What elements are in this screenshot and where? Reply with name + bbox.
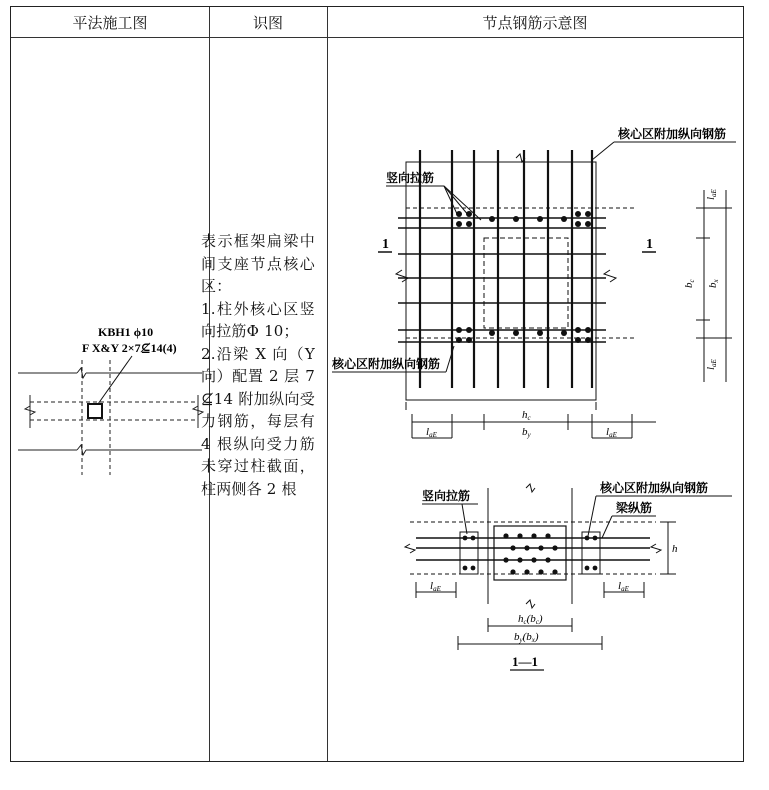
vertical-rebars (420, 150, 592, 388)
section-title: 1—1 (512, 654, 538, 669)
label-core-bars-section: 核心区附加纵向钢筋 (600, 481, 709, 495)
horizontal-rebars (398, 218, 606, 342)
dim-laE-section-right-sub: aE (621, 585, 629, 593)
header-node-diagram: 节点钢筋示意图 (482, 13, 588, 32)
dim-h: h (672, 543, 678, 555)
reading-description (201, 230, 315, 500)
dim-bc-sub: c (688, 279, 696, 283)
label-beam-bars: 梁纵筋 (616, 501, 653, 515)
plan-core-box (88, 404, 102, 418)
dim-hc-bc: hc(bc) (518, 613, 543, 626)
dim-by: by (522, 426, 531, 439)
dim-laE-right-top: laE (705, 189, 718, 200)
dim-laE-right-bottom: laE (705, 359, 718, 370)
desc-line-1: 表示框架扁梁中间支座节点核心区： (201, 232, 315, 295)
section-dimension-lines (416, 522, 676, 650)
node-plan-detail (326, 120, 746, 455)
desc-line-3: 2.沿梁 X 向（Y 向）配置 2 层 7 ⊈14 附加纵向受力钢筋，每层有 4 根纵向受力筋未穿过柱截面，柱两侧各 2 根 (201, 344, 315, 498)
dim-bc: bc (683, 279, 696, 288)
dim-by-bx-part-1: (b (522, 631, 532, 643)
dim-hc-sub: c (527, 414, 531, 422)
dim-laE-section-left: laE (430, 580, 441, 593)
dim-laE-section-left-sub: aE (433, 585, 441, 593)
desc-line-2: 1.柱外核心区竖向拉筋Φ 10； (201, 299, 315, 340)
header-reading: 识图 (252, 13, 283, 32)
dim-laE-bottom-right-sub: aE (609, 431, 617, 439)
dim-laE-bottom-left: laE (426, 426, 437, 439)
dim-laE-bottom-right: laE (606, 426, 617, 439)
dim-by-sub: y (527, 431, 531, 439)
header-plan: 平法施工图 (72, 13, 148, 32)
dim-hc: hc (522, 409, 531, 422)
plan-label-line2: F X&Y 2×7⊈14(4) (82, 341, 177, 355)
label-core-bars-left: 核心区附加纵向钢筋 (332, 357, 441, 371)
section-1-1-detail (326, 474, 746, 684)
dim-hc-bc-part-3: ) (538, 613, 543, 625)
dim-laE-right-bottom-sub: aE (710, 359, 718, 367)
label-vertical-ties-top: 竖向拉筋 (386, 171, 435, 185)
plan-drawing (10, 300, 210, 490)
dim-laE-section-right: laE (618, 580, 629, 593)
dim-by-bx-part-0: y (519, 636, 523, 644)
inner-column-dashed (484, 238, 568, 328)
dim-by-bx: by(bx) (514, 631, 539, 644)
dim-laE-bottom-left-sub: aE (429, 431, 437, 439)
dim-hc-bc-part-1: (b (526, 613, 536, 625)
dim-hc-bc-part-0: c (523, 618, 527, 626)
label-core-bars-top: 核心区附加纵向钢筋 (618, 127, 727, 141)
plan-label-line1: KBH1 ϕ10 (98, 325, 154, 339)
dim-bx: bx (707, 279, 720, 288)
dim-bx-sub: x (712, 279, 720, 283)
bottom-dimension-lines (412, 414, 656, 438)
dim-by-bx-part-3: ) (534, 631, 539, 643)
section-mark-left: 1 (382, 237, 389, 252)
label-vertical-ties-section: 竖向拉筋 (422, 489, 471, 503)
section-rebar-dots (463, 533, 598, 574)
plan-beams-columns (18, 360, 203, 475)
dim-hc-bc-part-2: c (535, 618, 539, 626)
dim-by-bx-part-2: x (531, 636, 535, 644)
dim-laE-right-top-sub: aE (710, 189, 718, 197)
section-mark-right: 1 (646, 237, 653, 252)
plan-leader-line (98, 356, 132, 404)
header-divider (11, 37, 743, 38)
